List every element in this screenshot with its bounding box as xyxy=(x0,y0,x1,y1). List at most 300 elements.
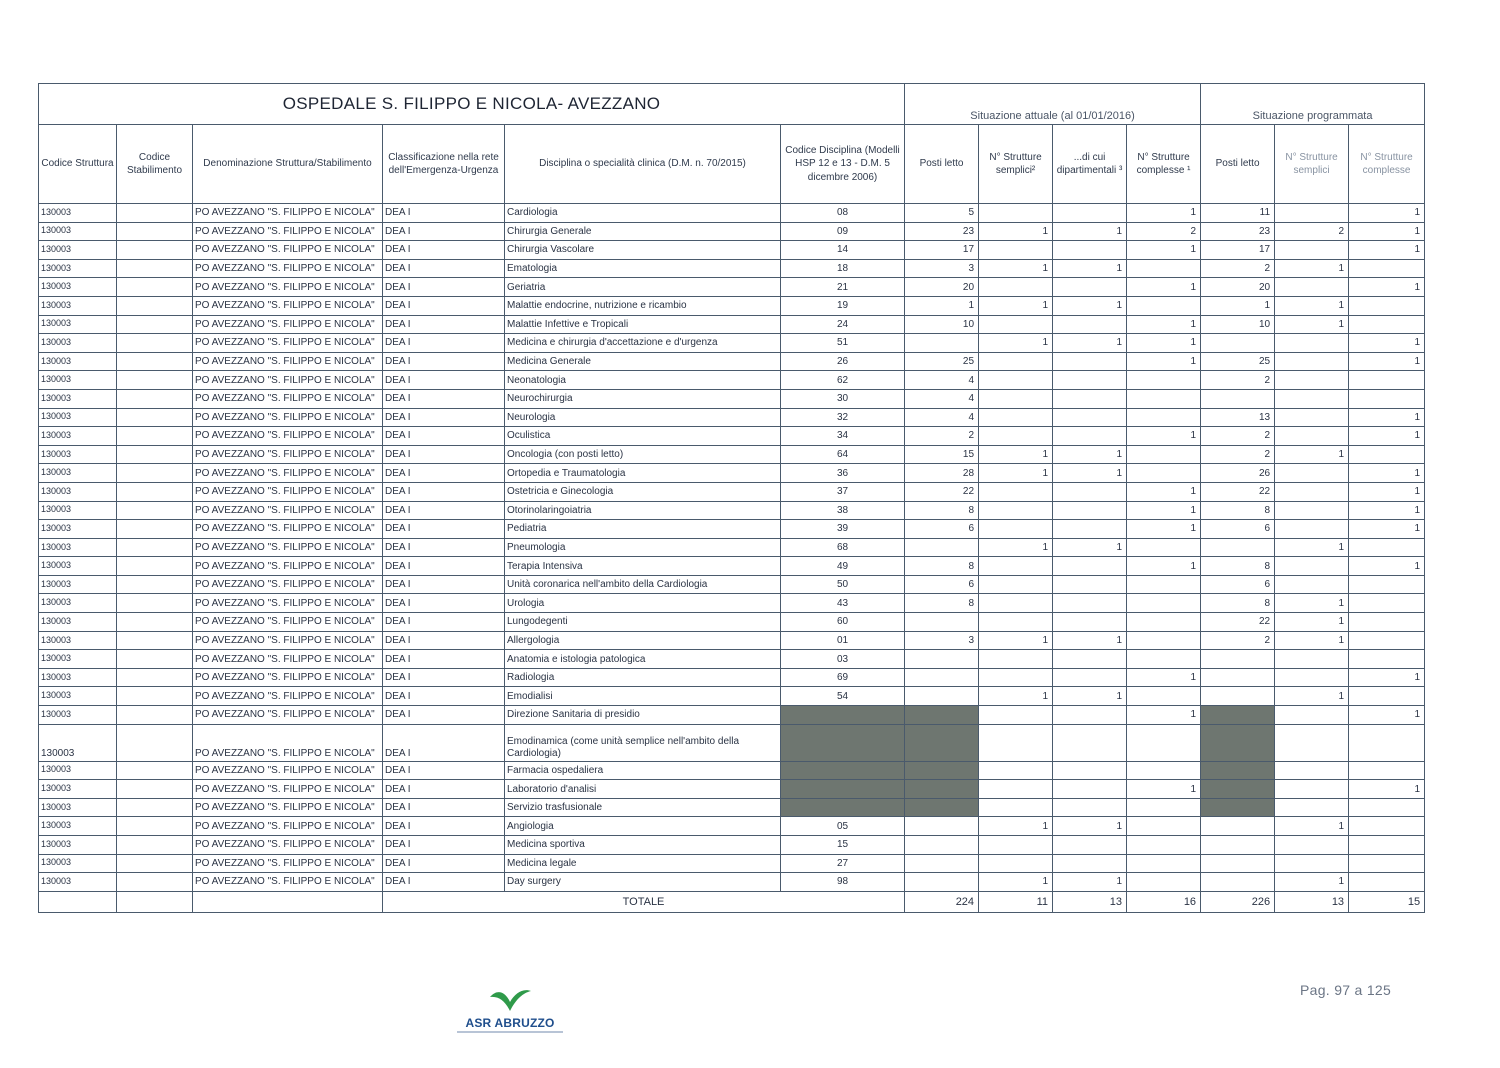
cell-strutture-semplici xyxy=(979,501,1053,520)
cell-codice-stabilimento xyxy=(117,464,193,483)
cell-codice-disciplina: 08 xyxy=(781,204,905,223)
cell-classificazione: DEA I xyxy=(383,501,505,520)
cell-denominazione: PO AVEZZANO "S. FILIPPO E NICOLA" xyxy=(193,482,383,501)
cell-denominazione: PO AVEZZANO "S. FILIPPO E NICOLA" xyxy=(193,631,383,650)
cell-strutture-complesse xyxy=(1127,631,1201,650)
cell-semplici-programmate xyxy=(1275,836,1349,855)
cell-dipartimentali xyxy=(1053,613,1127,632)
cell-disciplina: Lungodegenti xyxy=(505,613,781,632)
cell-strutture-semplici xyxy=(979,575,1053,594)
cell-strutture-semplici: 1 xyxy=(979,538,1053,557)
header-posti-letto-programmati: Posti letto xyxy=(1201,125,1275,204)
cell-dipartimentali: 1 xyxy=(1053,334,1127,353)
cell-complesse-programmate: 1 xyxy=(1349,241,1425,260)
cell-denominazione: PO AVEZZANO "S. FILIPPO E NICOLA" xyxy=(193,371,383,390)
cell-disciplina: Urologia xyxy=(505,594,781,613)
cell-posti-letto-programmati: 20 xyxy=(1201,278,1275,297)
cell-strutture-semplici xyxy=(979,668,1053,687)
cell-strutture-complesse xyxy=(1127,687,1201,706)
cell-codice-struttura: 130003 xyxy=(39,613,117,632)
cell-dipartimentali xyxy=(1053,761,1127,780)
cell-codice-struttura: 130003 xyxy=(39,371,117,390)
cell-codice-stabilimento xyxy=(117,817,193,836)
cell-complesse-programmate: 1 xyxy=(1349,482,1425,501)
cell-posti-letto: 28 xyxy=(905,464,979,483)
cell-strutture-complesse: 1 xyxy=(1127,334,1201,353)
cell-semplici-programmate xyxy=(1275,389,1349,408)
cell-posti-letto xyxy=(905,798,979,817)
table-row xyxy=(39,464,1425,483)
cell-codice-disciplina: 38 xyxy=(781,501,905,520)
cell-classificazione: DEA I xyxy=(383,706,505,725)
cell-posti-letto-programmati xyxy=(1201,668,1275,687)
cell-complesse-programmate: 1 xyxy=(1349,408,1425,427)
cell-denominazione: PO AVEZZANO "S. FILIPPO E NICOLA" xyxy=(193,538,383,557)
cell-codice-stabilimento xyxy=(117,873,193,892)
cell-strutture-complesse: 1 xyxy=(1127,352,1201,371)
cell-denominazione: PO AVEZZANO "S. FILIPPO E NICOLA" xyxy=(193,408,383,427)
table-row xyxy=(39,445,1425,464)
cell-dipartimentali xyxy=(1053,575,1127,594)
cell-dipartimentali xyxy=(1053,371,1127,390)
cell-complesse-programmate: 1 xyxy=(1349,427,1425,446)
cell-strutture-semplici xyxy=(979,371,1053,390)
cell-codice-struttura: 130003 xyxy=(39,854,117,873)
cell-posti-letto: 6 xyxy=(905,575,979,594)
cell-denominazione: PO AVEZZANO "S. FILIPPO E NICOLA" xyxy=(193,836,383,855)
cell-codice-disciplina: 37 xyxy=(781,482,905,501)
cell-strutture-complesse: 1 xyxy=(1127,557,1201,576)
cell-posti-letto xyxy=(905,538,979,557)
cell-posti-letto: 20 xyxy=(905,278,979,297)
cell-posti-letto-programmati xyxy=(1201,650,1275,669)
logo-tagline-bar xyxy=(457,1031,563,1033)
cell-codice-struttura: 130003 xyxy=(39,278,117,297)
cell-complesse-programmate xyxy=(1349,817,1425,836)
cell-codice-struttura: 130003 xyxy=(39,482,117,501)
cell-complesse-programmate: 1 xyxy=(1349,557,1425,576)
total-dipartimentali: 13 xyxy=(1053,891,1127,912)
cell-codice-stabilimento xyxy=(117,259,193,278)
cell-posti-letto: 8 xyxy=(905,557,979,576)
cell-posti-letto xyxy=(905,724,979,761)
cell-classificazione: DEA I xyxy=(383,817,505,836)
cell-complesse-programmate xyxy=(1349,687,1425,706)
cell-posti-letto-programmati xyxy=(1201,817,1275,836)
cell-codice-stabilimento xyxy=(117,520,193,539)
cell-semplici-programmate: 1 xyxy=(1275,873,1349,892)
cell-semplici-programmate xyxy=(1275,501,1349,520)
cell-strutture-semplici xyxy=(979,204,1053,223)
cell-posti-letto-programmati: 22 xyxy=(1201,613,1275,632)
cell-complesse-programmate xyxy=(1349,315,1425,334)
total-posti-letto-programmati: 226 xyxy=(1201,891,1275,912)
cell-denominazione: PO AVEZZANO "S. FILIPPO E NICOLA" xyxy=(193,724,383,761)
cell-semplici-programmate: 1 xyxy=(1275,445,1349,464)
cell-strutture-semplici: 1 xyxy=(979,296,1053,315)
cell-strutture-semplici: 1 xyxy=(979,817,1053,836)
cell-codice-disciplina: 26 xyxy=(781,352,905,371)
cell-posti-letto xyxy=(905,780,979,799)
cell-disciplina: Laboratorio d'analisi xyxy=(505,780,781,799)
cell-posti-letto-programmati: 6 xyxy=(1201,575,1275,594)
cell-posti-letto-programmati: 8 xyxy=(1201,557,1275,576)
cell-classificazione: DEA I xyxy=(383,241,505,260)
cell-posti-letto-programmati xyxy=(1201,706,1275,725)
cell-dipartimentali xyxy=(1053,854,1127,873)
cell-posti-letto-programmati: 11 xyxy=(1201,204,1275,223)
table-row xyxy=(39,594,1425,613)
cell-strutture-complesse xyxy=(1127,408,1201,427)
header-strutture-complesse: N° Strutture complesse ¹ xyxy=(1127,125,1201,204)
table-row xyxy=(39,780,1425,799)
cell-dipartimentali xyxy=(1053,427,1127,446)
cell-strutture-semplici xyxy=(979,836,1053,855)
cell-semplici-programmate xyxy=(1275,668,1349,687)
cell-classificazione: DEA I xyxy=(383,631,505,650)
cell-semplici-programmate: 1 xyxy=(1275,259,1349,278)
cell-posti-letto: 15 xyxy=(905,445,979,464)
structures-table xyxy=(38,83,1425,913)
cell-posti-letto: 23 xyxy=(905,222,979,241)
cell-codice-disciplina: 36 xyxy=(781,464,905,483)
cell-complesse-programmate: 1 xyxy=(1349,780,1425,799)
cell-posti-letto-programmati: 2 xyxy=(1201,259,1275,278)
cell-disciplina: Servizio trasfusionale xyxy=(505,798,781,817)
cell-semplici-programmate xyxy=(1275,557,1349,576)
cell-denominazione: PO AVEZZANO "S. FILIPPO E NICOLA" xyxy=(193,668,383,687)
cell-codice-stabilimento xyxy=(117,798,193,817)
table-row xyxy=(39,761,1425,780)
cell-semplici-programmate: 1 xyxy=(1275,538,1349,557)
cell-semplici-programmate xyxy=(1275,427,1349,446)
table-row xyxy=(39,501,1425,520)
page-number: Pag. 97 a 125 xyxy=(1300,982,1392,998)
cell-codice-struttura: 130003 xyxy=(39,427,117,446)
cell-classificazione: DEA I xyxy=(383,594,505,613)
cell-dipartimentali xyxy=(1053,520,1127,539)
header-strutture-semplici: N° Strutture semplici² xyxy=(979,125,1053,204)
cell-codice-disciplina: 03 xyxy=(781,650,905,669)
table-row xyxy=(39,724,1425,761)
cell-codice-disciplina: 14 xyxy=(781,241,905,260)
cell-complesse-programmate: 1 xyxy=(1349,520,1425,539)
cell-posti-letto-programmati xyxy=(1201,873,1275,892)
total-strutture-semplici: 11 xyxy=(979,891,1053,912)
cell-codice-stabilimento xyxy=(117,389,193,408)
cell-strutture-complesse xyxy=(1127,575,1201,594)
cell-strutture-complesse xyxy=(1127,836,1201,855)
cell-posti-letto: 8 xyxy=(905,501,979,520)
cell-classificazione: DEA I xyxy=(383,520,505,539)
table-row xyxy=(39,334,1425,353)
cell-complesse-programmate: 1 xyxy=(1349,222,1425,241)
cell-semplici-programmate xyxy=(1275,278,1349,297)
table-row xyxy=(39,873,1425,892)
cell-disciplina: Day surgery xyxy=(505,873,781,892)
cell-codice-struttura: 130003 xyxy=(39,575,117,594)
cell-posti-letto-programmati: 8 xyxy=(1201,501,1275,520)
cell-codice-disciplina: 21 xyxy=(781,278,905,297)
cell-codice-stabilimento xyxy=(117,501,193,520)
cell-dipartimentali: 1 xyxy=(1053,222,1127,241)
cell-denominazione: PO AVEZZANO "S. FILIPPO E NICOLA" xyxy=(193,204,383,223)
cell-denominazione: PO AVEZZANO "S. FILIPPO E NICOLA" xyxy=(193,352,383,371)
cell-codice-struttura: 130003 xyxy=(39,222,117,241)
cell-codice-struttura: 130003 xyxy=(39,780,117,799)
cell-dipartimentali xyxy=(1053,557,1127,576)
table-row xyxy=(39,408,1425,427)
cell-strutture-semplici xyxy=(979,315,1053,334)
cell-disciplina: Oculistica xyxy=(505,427,781,446)
cell-strutture-complesse xyxy=(1127,296,1201,315)
cell-strutture-semplici xyxy=(979,854,1053,873)
cell-codice-disciplina: 62 xyxy=(781,371,905,390)
cell-codice-stabilimento xyxy=(117,296,193,315)
cell-posti-letto xyxy=(905,334,979,353)
cell-posti-letto xyxy=(905,817,979,836)
cell-classificazione: DEA I xyxy=(383,724,505,761)
cell-posti-letto xyxy=(905,668,979,687)
cell-complesse-programmate xyxy=(1349,873,1425,892)
total-posti-letto: 224 xyxy=(905,891,979,912)
cell-codice-struttura: 130003 xyxy=(39,668,117,687)
cell-classificazione: DEA I xyxy=(383,836,505,855)
total-complesse-programmate: 15 xyxy=(1349,891,1425,912)
cell-posti-letto: 4 xyxy=(905,408,979,427)
cell-disciplina: Emodinamica (come unità semplice nell'ambito della Cardiologia) xyxy=(505,724,781,761)
cell-disciplina: Ematologia xyxy=(505,259,781,278)
cell-complesse-programmate xyxy=(1349,650,1425,669)
cell-semplici-programmate xyxy=(1275,204,1349,223)
cell-classificazione: DEA I xyxy=(383,445,505,464)
cell-strutture-complesse: 1 xyxy=(1127,520,1201,539)
table-row xyxy=(39,613,1425,632)
cell-posti-letto: 3 xyxy=(905,631,979,650)
cell-strutture-complesse: 1 xyxy=(1127,706,1201,725)
cell-codice-stabilimento xyxy=(117,650,193,669)
table-row xyxy=(39,668,1425,687)
cell-posti-letto xyxy=(905,873,979,892)
cell-posti-letto-programmati xyxy=(1201,334,1275,353)
cell-dipartimentali: 1 xyxy=(1053,445,1127,464)
cell-complesse-programmate xyxy=(1349,854,1425,873)
cell-classificazione: DEA I xyxy=(383,557,505,576)
cell-strutture-semplici xyxy=(979,278,1053,297)
table-row xyxy=(39,278,1425,297)
cell-classificazione: DEA I xyxy=(383,296,505,315)
cell-codice-struttura: 130003 xyxy=(39,836,117,855)
cell-codice-struttura: 130003 xyxy=(39,204,117,223)
cell-denominazione: PO AVEZZANO "S. FILIPPO E NICOLA" xyxy=(193,259,383,278)
cell-complesse-programmate: 1 xyxy=(1349,204,1425,223)
cell-strutture-complesse: 1 xyxy=(1127,278,1201,297)
header-codice-struttura: Codice Struttura xyxy=(39,125,117,204)
table-row xyxy=(39,204,1425,223)
cell-semplici-programmate xyxy=(1275,575,1349,594)
cell-codice-stabilimento xyxy=(117,241,193,260)
cell-posti-letto xyxy=(905,687,979,706)
cell-semplici-programmate xyxy=(1275,724,1349,761)
cell-strutture-semplici xyxy=(979,724,1053,761)
cell-semplici-programmate xyxy=(1275,780,1349,799)
cell-complesse-programmate xyxy=(1349,389,1425,408)
cell-classificazione: DEA I xyxy=(383,854,505,873)
cell-strutture-semplici xyxy=(979,557,1053,576)
header-disciplina: Disciplina o specialità clinica (D.M. n. 70/2015) xyxy=(505,125,781,204)
cell-codice-stabilimento xyxy=(117,445,193,464)
cell-semplici-programmate: 1 xyxy=(1275,613,1349,632)
cell-complesse-programmate xyxy=(1349,836,1425,855)
totals-label: TOTALE xyxy=(383,891,905,912)
cell-codice-disciplina: 34 xyxy=(781,427,905,446)
cell-codice-struttura: 130003 xyxy=(39,464,117,483)
cell-semplici-programmate: 1 xyxy=(1275,594,1349,613)
cell-strutture-complesse xyxy=(1127,817,1201,836)
cell-semplici-programmate xyxy=(1275,650,1349,669)
cell-posti-letto: 3 xyxy=(905,259,979,278)
cell-strutture-semplici: 1 xyxy=(979,631,1053,650)
cell-dipartimentali xyxy=(1053,241,1127,260)
cell-codice-disciplina: 18 xyxy=(781,259,905,278)
cell-posti-letto-programmati xyxy=(1201,724,1275,761)
cell-complesse-programmate xyxy=(1349,575,1425,594)
cell-codice-struttura: 130003 xyxy=(39,259,117,278)
cell-complesse-programmate: 1 xyxy=(1349,668,1425,687)
header-posti-letto: Posti letto xyxy=(905,125,979,204)
cell-strutture-semplici xyxy=(979,650,1053,669)
cell-disciplina: Terapia Intensiva xyxy=(505,557,781,576)
logo-wordmark: ASR ABRUZZO xyxy=(465,1016,555,1030)
cell-disciplina: Malattie endocrine, nutrizione e ricambio xyxy=(505,296,781,315)
table-row xyxy=(39,371,1425,390)
cell-semplici-programmate xyxy=(1275,334,1349,353)
cell-codice-struttura: 130003 xyxy=(39,352,117,371)
cell-classificazione: DEA I xyxy=(383,204,505,223)
total-semplici-programmate: 13 xyxy=(1275,891,1349,912)
cell-complesse-programmate xyxy=(1349,259,1425,278)
empty-cell xyxy=(117,891,193,912)
cell-strutture-complesse xyxy=(1127,761,1201,780)
cell-denominazione: PO AVEZZANO "S. FILIPPO E NICOLA" xyxy=(193,817,383,836)
cell-codice-disciplina: 98 xyxy=(781,873,905,892)
cell-posti-letto-programmati: 17 xyxy=(1201,241,1275,260)
cell-posti-letto-programmati: 8 xyxy=(1201,594,1275,613)
cell-posti-letto xyxy=(905,706,979,725)
header-strutture-complesse-programmate: N° Strutture complesse xyxy=(1349,125,1425,204)
cell-strutture-semplici xyxy=(979,761,1053,780)
cell-codice-stabilimento xyxy=(117,278,193,297)
cell-classificazione: DEA I xyxy=(383,761,505,780)
header-dipartimentali: ...di cui dipartimentali ³ xyxy=(1053,125,1127,204)
cell-codice-stabilimento xyxy=(117,334,193,353)
cell-strutture-complesse: 1 xyxy=(1127,241,1201,260)
cell-dipartimentali xyxy=(1053,501,1127,520)
cell-posti-letto-programmati: 10 xyxy=(1201,315,1275,334)
cell-classificazione: DEA I xyxy=(383,371,505,390)
cell-codice-stabilimento xyxy=(117,724,193,761)
cell-disciplina: Radiologia xyxy=(505,668,781,687)
cell-disciplina: Pediatria xyxy=(505,520,781,539)
cell-strutture-semplici xyxy=(979,594,1053,613)
cell-semplici-programmate: 1 xyxy=(1275,631,1349,650)
table-row xyxy=(39,482,1425,501)
cell-strutture-complesse xyxy=(1127,873,1201,892)
cell-denominazione: PO AVEZZANO "S. FILIPPO E NICOLA" xyxy=(193,594,383,613)
table-row xyxy=(39,854,1425,873)
cell-codice-disciplina: 69 xyxy=(781,668,905,687)
cell-denominazione: PO AVEZZANO "S. FILIPPO E NICOLA" xyxy=(193,222,383,241)
cell-denominazione: PO AVEZZANO "S. FILIPPO E NICOLA" xyxy=(193,557,383,576)
cell-codice-struttura: 130003 xyxy=(39,594,117,613)
cell-codice-struttura: 130003 xyxy=(39,761,117,780)
cell-codice-struttura: 130003 xyxy=(39,687,117,706)
cell-denominazione: PO AVEZZANO "S. FILIPPO E NICOLA" xyxy=(193,464,383,483)
cell-denominazione: PO AVEZZANO "S. FILIPPO E NICOLA" xyxy=(193,427,383,446)
header-strutture-semplici-programmate: N° Strutture semplici xyxy=(1275,125,1349,204)
cell-classificazione: DEA I xyxy=(383,780,505,799)
table-row xyxy=(39,631,1425,650)
cell-dipartimentali xyxy=(1053,352,1127,371)
cell-strutture-complesse xyxy=(1127,371,1201,390)
cell-dipartimentali: 1 xyxy=(1053,873,1127,892)
cell-strutture-complesse xyxy=(1127,613,1201,632)
cell-strutture-semplici xyxy=(979,482,1053,501)
cell-posti-letto xyxy=(905,650,979,669)
cell-dipartimentali: 1 xyxy=(1053,296,1127,315)
table-row xyxy=(39,352,1425,371)
cell-strutture-semplici xyxy=(979,613,1053,632)
cell-strutture-semplici xyxy=(979,427,1053,446)
cell-classificazione: DEA I xyxy=(383,482,505,501)
cell-complesse-programmate xyxy=(1349,538,1425,557)
cell-codice-disciplina: 51 xyxy=(781,334,905,353)
cell-posti-letto: 4 xyxy=(905,371,979,390)
cell-codice-struttura: 130003 xyxy=(39,798,117,817)
cell-classificazione: DEA I xyxy=(383,259,505,278)
cell-complesse-programmate: 1 xyxy=(1349,334,1425,353)
cell-dipartimentali: 1 xyxy=(1053,464,1127,483)
empty-cell xyxy=(193,891,383,912)
cell-denominazione: PO AVEZZANO "S. FILIPPO E NICOLA" xyxy=(193,706,383,725)
cell-disciplina: Medicina sportiva xyxy=(505,836,781,855)
cell-codice-struttura: 130003 xyxy=(39,631,117,650)
cell-strutture-semplici xyxy=(979,780,1053,799)
cell-dipartimentali xyxy=(1053,315,1127,334)
cell-disciplina: Cardiologia xyxy=(505,204,781,223)
cell-strutture-complesse xyxy=(1127,854,1201,873)
cell-disciplina: Medicina legale xyxy=(505,854,781,873)
cell-posti-letto-programmati xyxy=(1201,761,1275,780)
cell-posti-letto xyxy=(905,613,979,632)
cell-disciplina: Medicina e chirurgia d'accettazione e d'urgenza xyxy=(505,334,781,353)
cell-semplici-programmate: 1 xyxy=(1275,315,1349,334)
cell-codice-disciplina xyxy=(781,780,905,799)
cell-strutture-complesse xyxy=(1127,724,1201,761)
cell-posti-letto: 10 xyxy=(905,315,979,334)
header-codice-disciplina: Codice Disciplina (Modelli HSP 12 e 13 - D.M. 5 dicembre 2006) xyxy=(781,125,905,204)
cell-strutture-complesse xyxy=(1127,464,1201,483)
cell-codice-stabilimento xyxy=(117,538,193,557)
cell-dipartimentali xyxy=(1053,482,1127,501)
cell-denominazione: PO AVEZZANO "S. FILIPPO E NICOLA" xyxy=(193,854,383,873)
cell-codice-disciplina: 39 xyxy=(781,520,905,539)
cell-posti-letto-programmati: 1 xyxy=(1201,296,1275,315)
cell-strutture-complesse: 1 xyxy=(1127,482,1201,501)
cell-codice-stabilimento xyxy=(117,204,193,223)
cell-denominazione: PO AVEZZANO "S. FILIPPO E NICOLA" xyxy=(193,520,383,539)
cell-codice-stabilimento xyxy=(117,408,193,427)
